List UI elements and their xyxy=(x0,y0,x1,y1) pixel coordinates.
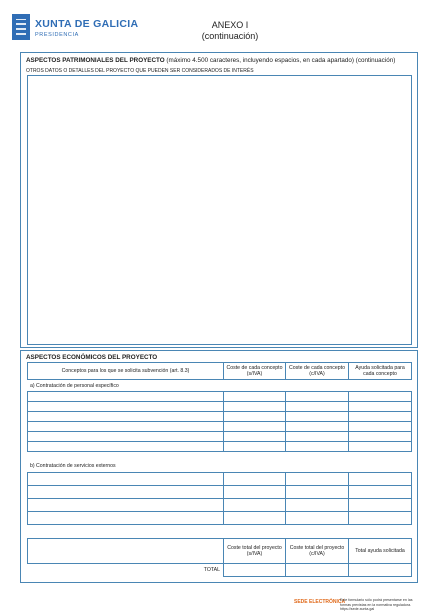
row-b2-cost-sin[interactable] xyxy=(223,485,286,499)
patrimonial-title xyxy=(26,57,416,64)
total-aid-field[interactable] xyxy=(348,563,412,577)
col-header-cost-sin-iva: Coste de cada concepto (s/IVA) xyxy=(223,362,286,380)
total-cost-con-iva-field[interactable] xyxy=(285,563,349,577)
total-cost-sin-iva-header: Coste total del proyecto (s/IVA) xyxy=(223,538,286,564)
col-header-aid: Ayuda solicitada para cada concepto xyxy=(348,362,412,380)
annex-title: ANEXO I xyxy=(211,20,249,30)
row-b3-concept[interactable] xyxy=(27,498,224,512)
section-b-label: b) Contratación de servicios externos xyxy=(30,463,116,469)
total-aid-header: Total ayuda solicitada xyxy=(348,538,412,564)
row-b2-aid[interactable] xyxy=(348,485,412,499)
section-a-label: a) Contratación de personal específico xyxy=(30,383,119,389)
row-b2-concept[interactable] xyxy=(27,485,224,499)
row-b4-concept[interactable] xyxy=(27,511,224,525)
row-b3-cost-con[interactable] xyxy=(285,498,349,512)
sede-electronica-logo: SEDE ELECTRÓNICA xyxy=(294,599,346,605)
annex-subtitle: (continuación) xyxy=(201,31,259,41)
economic-section xyxy=(20,350,418,583)
patrimonial-text-area[interactable] xyxy=(27,75,412,345)
patrimonial-section xyxy=(20,52,418,348)
brand-subtitle: PRESIDENCIA xyxy=(35,32,79,38)
col-header-cost-con-iva: Coste de cada concepto (c/IVA) xyxy=(285,362,349,380)
footer-note xyxy=(340,598,435,612)
row-a6-aid[interactable] xyxy=(348,441,412,452)
economic-title: ASPECTOS ECONÓMICOS DEL PROYECTO xyxy=(26,354,158,361)
annex-heading xyxy=(180,20,280,42)
footer-note-line2: formas previstas en la normativa reguladora. xyxy=(340,602,412,607)
row-b3-cost-sin[interactable] xyxy=(223,498,286,512)
row-b1-cost-con[interactable] xyxy=(285,472,349,486)
footer-note-line1: Este formulario sólo podrá presentarse en las xyxy=(340,598,413,602)
row-a6-cost-sin[interactable] xyxy=(223,441,286,452)
row-b4-cost-con[interactable] xyxy=(285,511,349,525)
patrimonial-title-note: (máximo 4.500 caracteres, incluyendo espacios, en cada apartado) (continuación) xyxy=(166,57,396,64)
totals-spacer xyxy=(27,538,224,564)
row-b1-concept[interactable] xyxy=(27,472,224,486)
row-b4-cost-sin[interactable] xyxy=(223,511,286,525)
patrimonial-subtitle: OTROS DATOS O DETALLES DEL PROYECTO QUE PUEDEN SER CONSIDERADOS DE INTERÉS xyxy=(26,68,254,74)
row-b4-aid[interactable] xyxy=(348,511,412,525)
xunta-logo-icon xyxy=(12,14,30,40)
brand-name: XUNTA DE GALICIA xyxy=(35,18,139,30)
col-header-concept: Conceptos para los que se solicita subvención (art. 8.3) xyxy=(27,362,224,380)
row-b3-aid[interactable] xyxy=(348,498,412,512)
row-b1-aid[interactable] xyxy=(348,472,412,486)
row-a6-cost-con[interactable] xyxy=(285,441,349,452)
total-label: TOTAL xyxy=(203,567,220,573)
footer-url[interactable]: https://sede.xunta.gal xyxy=(340,607,375,611)
row-b1-cost-sin[interactable] xyxy=(223,472,286,486)
row-a6-concept[interactable] xyxy=(27,441,224,452)
patrimonial-title-text: ASPECTOS PATRIMONIALES DEL PROYECTO xyxy=(26,57,165,64)
patrimonial-content xyxy=(28,76,411,82)
row-b2-cost-con[interactable] xyxy=(285,485,349,499)
total-cost-con-iva-header: Coste total del proyecto (c/IVA) xyxy=(285,538,349,564)
total-cost-sin-iva-field[interactable] xyxy=(223,563,286,577)
